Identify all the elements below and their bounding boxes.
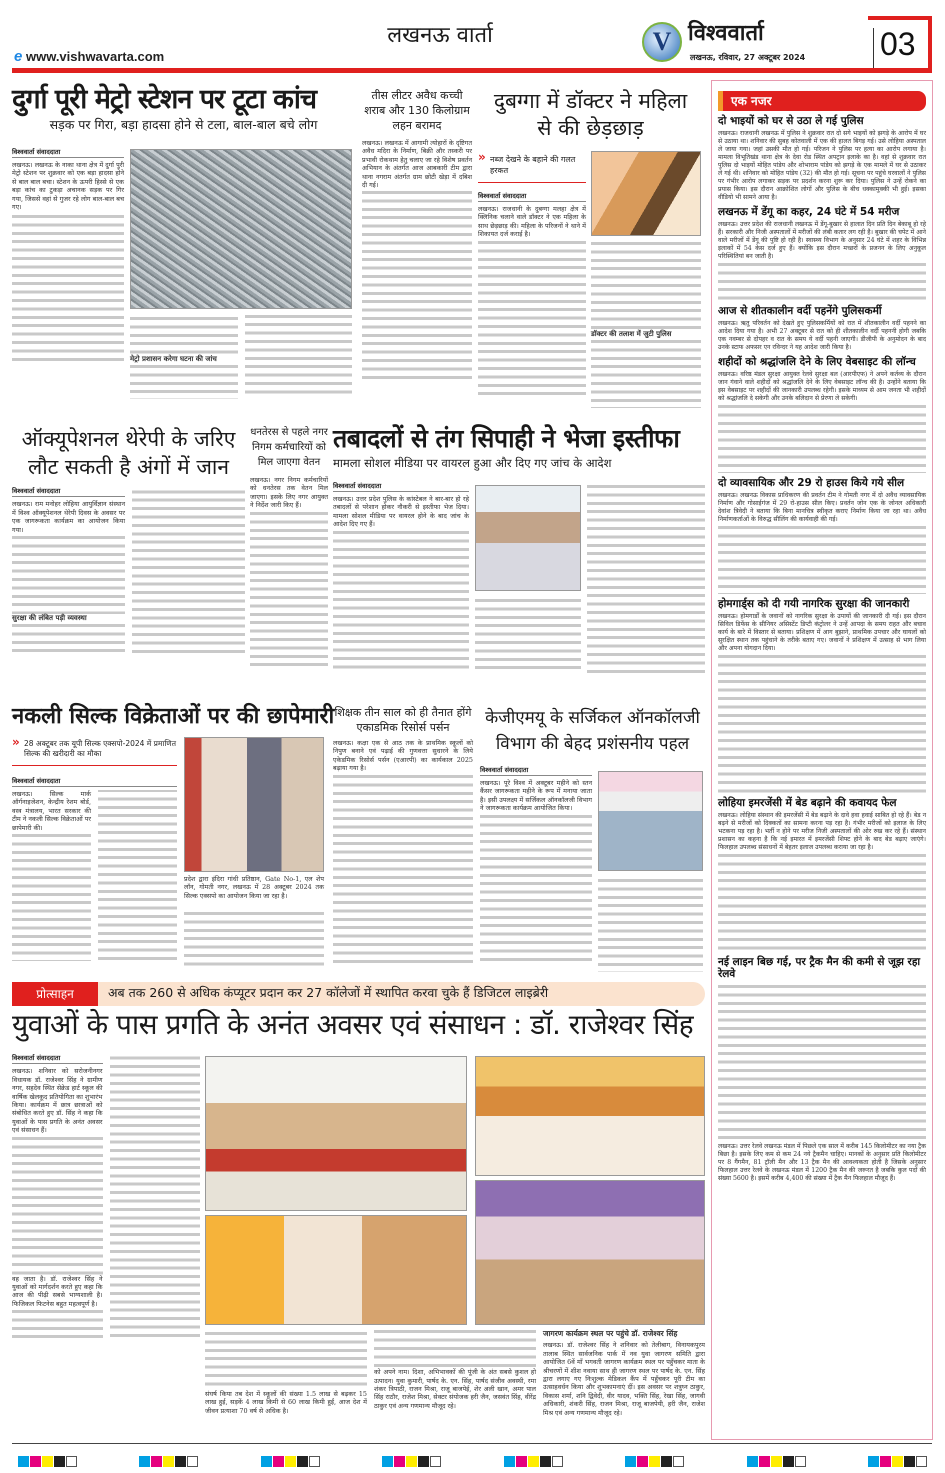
event-photo-1 [205, 1056, 467, 1211]
banner-strip [12, 982, 705, 1006]
headline: धनतेरस से पहले नगर निगम कर्मचारियों को मिल जाएगा वेतन [250, 427, 328, 468]
article-body: लखनऊ। लखनऊ में आगामी त्योहारों के दृष्टिगत अवैध मदिरा के निर्माण, बिक्री और तस्करी पर प्रभावी रोकथाम हेतु चलाए जा रहे विशेष प्रवर्तन अभियान के अंतर्गत आज आबकारी टीम द्वारा थाना नगराम अंतर्गत ग्राम छोटी खेड़ा में दबिश दी गई। [362, 139, 472, 190]
banner-text: अब तक 260 से अधिक कंप्यूटर प्रदान कर 27 कॉलेजों में स्थापित करवा चुके हैं डिजिटल लाइब्रेरी [108, 985, 549, 1000]
article-body-col6: ही जागरण स्थल पर पार्षद के. एन. सिंह द्वारा लगाए गए निःशुल्क मेडिकल कैंप में पहुँचकर पूरी टीम का उत्साहवर्धन किया और शुभकामनाएं दीं। इस अवसर पर शत्रुघ्न ठाकुर, विकास शर्मा, शनि द्विवेदी, वीर यादव, भक्ति सिंह, रेखा सिंह, जागवी अधिकारी, शंकरी सिंह, राजन मिश्रा, राजू बाजपेयी, हरी जैन, राजेश मिश्र एवं अन्य गणमान्य मौजूद रहे। [543, 1366, 705, 1417]
news-item: शहीदों को श्रद्धांजलि देने के लिए वेबसाइट की लॉन्च लखनऊ। वरिष्ठ मंडल सुरक्षा आयुक्त रेलवे सुरक्षा बल (आरपीएफ) ने अपने कर्तव्य के दौरान जान गंवाने वाले शहीदों को श्रद्धांजलि देने के लिए वेबसाइट लॉन्च की है। उन्होंने बताया कि इस वेबसाइट पर शहीदों की जानकारी उपलब्ध रहेगी। इसके माध्यम से आम जनता भी शहीदों को श्रद्धांजलि दे सकेगी और उनके बलिदान से प्रेरणा ले सकेगी। [718, 356, 926, 473]
news-item: लखनऊ में डेंगू का कहर, 24 घंटे में 54 मरीज लखनऊ। उत्तर प्रदेश की राजधानी लखनऊ में डेंगू-बुखार से हालात दिन प्रति दिन बेकाबू हो रहे हैं। सरकारी और निजी अस्पतालों में मरीजों की लंबी कतार लग रही है। बुखार की चपेट में आने वाले मरीजों में डेंगू की पुष्टि हो रही है। स्वास्थ्य विभाग के अनुसार 24 घंटे में शहर के विभिन्न इलाकों में 54 केस दर्ज हुए हैं। क्योंकि इस दौरान मच्छरों के प्रजनन के लिए अनुकूल परिस्थितियां बन जाती है। [718, 206, 926, 301]
headline: नकली सिल्क विक्रेताओं पर की छापेमारी [12, 704, 335, 729]
article-shikshak [333, 705, 473, 975]
registration-color-bars [18, 1452, 928, 1471]
headline: दुबग्गा में डॉक्टर ने महिला से की छेड़छाड़ [493, 89, 688, 140]
article-body: लखनऊ। नगर निगम कर्मचारियों को धनतेरस तक वेतन मिल जाएगा। इसके लिए नगर आयुक्त ने निर्देश जारी किए हैं। [250, 476, 328, 510]
event-photo-4 [475, 1180, 705, 1325]
dateline: लखनऊ, रविवार, 27 अक्टूबर 2024 [690, 53, 806, 62]
section-title: लखनऊ वार्ता [387, 23, 493, 48]
masthead [0, 0, 945, 72]
article-body-col5: जसवंत सिंह, वीरेंद्र ठाकुर एवं अन्य गणमान्य मौजूद रहे। [374, 1393, 536, 1410]
subhead-doctor: डॉक्टर की तलाश में जुटी पुलिस [591, 329, 672, 338]
article-body: लखनऊ। उत्तर प्रदेश पुलिस के कांस्टेबल ने बार-बार हो रहे तबादलों से परेशान होकर नौकरी से इस्तीफा भेज दिया। मामला सोशल मीडिया पर वायरल होने के बाद जांच के आदेश दिए गए हैं। [333, 495, 469, 529]
browser-e-icon: e [14, 48, 23, 65]
kicker: » नब्ज देखने के बहाने की गलत हरकत [478, 154, 586, 183]
subhead: सड़क पर गिरा, बड़ा हादसा होने से टला, बाल-बाल बचे लोग [49, 116, 318, 132]
bottom-rule [12, 1443, 932, 1444]
headline: युवाओं के पास प्रगति के अनंत अवसर एवं संसाधन : डॉ. राजेश्वर सिंह [12, 1008, 694, 1041]
byline: विश्ववार्ता संवाददाता [12, 1054, 103, 1064]
headline: शिक्षक तीन साल को ही तैनात होंगे एकाडमिक रिसोर्स पर्सन [334, 706, 472, 734]
news-item: लोहिया इमरजेंसी में बेड बढ़ाने की कवायद फेल लखनऊ। लोहिया संस्थान की इमरजेंसी में बेड बढ़ाने के दावे हवा हवाई साबित हो रहे हैं। बेड न बढ़ने से मरीजों को दिक्कतों का सामना करना पड़ रहा है। गंभीर मरीजों को इलाज के लिए भटकना पड़ रहा है। भर्ती न होने पर मरीज निजी अस्पतालों की ओर रुख कर रहे हैं। संस्थान प्रशासन का कहना है कि नई इमारत में इमरजेंसी शिफ्ट होने के बाद बेड बढ़ाए जाएंगे। फिलहाल उपलब्ध संसाधनों में बेहतर इलाज उपलब्ध कराया जा रहा है। [718, 797, 926, 952]
article-therapy [12, 425, 245, 700]
article-kgmu [480, 705, 705, 975]
headline: ऑक्यूपेशनल थेरेपी के जरिए लौट सकती है अंगों में जान [21, 427, 236, 479]
article-body: लखनऊ। कक्षा एक से आठ तक के प्राथमिक स्कूलों को निपुण बनाने एवं पढ़ाई की गुणवत्ता सुधारने के लिये एकेडमिक रिसोर्स पर्सन (एआरपी) का कार्यकाल 2025 बढ़ाया गया है। [333, 739, 473, 773]
kgmu-doctor-photo [598, 771, 703, 871]
byline: विश्ववार्ता संवाददाता [12, 487, 125, 497]
subhead-security: सुरक्षा की लंबित पड़ी व्यवस्था [12, 613, 87, 623]
headline: केजीएमयू के सर्जिकल ऑनकॉलजी विभाग की बेहद प्रशंसनीय पहल [485, 708, 700, 754]
headline: तीस लीटर अवैध कच्ची शराब और 130 किलोग्राम लहन बरामद [364, 89, 470, 132]
article-metro [12, 85, 355, 415]
subhead: मामला सोशल मीडिया पर वायरल हुआ और दिए गए जांच के आदेश [333, 455, 612, 470]
byline: विश्ववार्ता संवाददाता [333, 481, 469, 492]
event-photo-3 [205, 1215, 467, 1325]
article-body-col4: को अपने नाम। दिशा, अभिभावकों की पूंजी के अंत सबसे कुशल हो उत्पादन। युवा कुमारी, पार्षद के. एन. सिंह, पार्षद संजीव अवस्थी, रमा शंकर त्रिपाठी, राजन मिश्रा, राजू बाजपेई, शेर अली खान, अमर पाल सिंह राठौर, राजेश मिश्रा, सेक्टर संयोजक हरी जैन, [374, 1368, 536, 1402]
article-silk [12, 704, 335, 975]
website-link[interactable]: e www.vishwavarta.com [14, 48, 165, 65]
news-item: नई लाइन बिछ गई, पर ट्रैक मैन की कमी से जूझ रहा रेलवे लखनऊ। उत्तर रेलवे लखनऊ मंडल में पिछले एक साल में करीब 145 किलोमीटर का नया ट्रैक बिछा है। इसके लिए कम से कम 24 नये ट्रैकमैन चाहिए। मानकों के अनुसार प्रति किलोमीटर पर 8 गैंगमैन, 81 ट्रॉली मैन और 13 ट्रैक मैन की आवश्यकता होती है जिसके अनुसार फिलहाल उत्तर रेलवे के लखनऊ मंडल में 1200 ट्रैक मैन की जरूरत है जबकि कुल पदों की संख्या 5600 है। इसमें करीब 4,400 की संख्या में ट्रैक मैन फिलहाल मौजूद हैं। [718, 956, 926, 1182]
news-item: दो भाइयों को घर से उठा ले गई पुलिस लखनऊ। राजधानी लखनऊ में पुलिस ने शुक्रवार रात दो सगे भाइयों को झगड़े के आरोप में घर से उठाया था। शनिवार की सुबह कोतवाली में एक की हालत बिगड़ गई। उसे लोहिया अस्पताल ले जाया गया। जहां उसकी मौत हो गई। परिजन ने पुलिस पर हत्या का आरोप लगाया है। मामला विभूतिखंड थाना क्षेत्र के देवा रोड स्थित अपट्रान इलाके का है। वहां से शुक्रवार रात पुलिस दो भाइयों मोहित पांडेय और शोभाराम पांडेय को झगड़े के एक मामले में घर से उठाकर ले गई थी। शनिवार को मोहित पांडेय (32) की मौत हो गई। सूचना पर पहुंचे घरवालों ने पुलिस पर गंभीर आरोप लगाकर सड़क पर प्रदर्शन करना शुरू कर दिया। पुलिस ने उन्हें रोकने का प्रयास किया। इस दौरान आक्रोशित लोगों और पुलिस के बीच धक्कामुक्की भी हुई। इसका वीडियो भी सामने आया है। [718, 115, 926, 201]
page-number: 03 [880, 26, 916, 62]
metro-glass-photo [130, 149, 352, 309]
headline: दुर्गा पूरी मेट्रो स्टेशन पर टूटा कांच [12, 84, 316, 115]
news-item: दो व्यावसायिक और 29 रो हाउस किये गये सील लखनऊ। लखनऊ विकास प्राधिकरण की प्रवर्तन टीम ने गोमती नगर में दो अवैध व्यावसायिक निर्माण और गोसाईगंज में 29 रो-हाउस सील किए। प्रवर्तन जोन एक के जोनल अधिकारी देवांश त्रिवेदी ने बताया कि बिना मानचित्र स्वीकृत कराए निर्माण किया जा रहा था। अवैध निर्माणकर्ताओं के विरुद्ध सीलिंग की कार्यवाही की गई। [718, 477, 926, 594]
ek-nazar-column [711, 80, 933, 1440]
article-body-col2: वह जाता है। डॉ. राजेश्वर सिंह ने युवाओं को मार्गदर्शन करते हुए कहा कि आज की पीढ़ी सबसे भाग्यशाली है। फिजिकल फिटनेस बहुत महत्वपूर्ण है। [12, 1274, 103, 1308]
article-dubagga [478, 88, 703, 413]
byline: विश्ववार्ता संवाददाता [480, 765, 592, 776]
banner-label: प्रोत्साहन [12, 982, 98, 1006]
article-body-jagran: लखनऊ। डॉ. राजेश्वर सिंह ने शनिवार को तेलीबाग, विनायकपुरम तालाब स्थित सार्वजनिक पार्क में नव युवा जागरण समिति द्वारा आयोजित 6वें माँ भगवती जागरण कार्यक्रम स्थल पर पहुँचकर माता के श्रीचरणों में शीश नवाया साथ [543, 1341, 705, 1375]
article-body: लखनऊ। शनिवार को सरोजनीनगर विधायक डॉ. राजेश्वर सिंह ने ग्रामीण नगर, सहदेव स्थित सेक्रेड हार्ट स्कूल की वार्षिक खेलकूद प्रतियोगिता का शुभारंभ किया। कार्यक्रम में छात्र छात्राओं को संबोधित करते हुए डॉ. सिंह ने कहा कि युवाओं के पास प्रगति के अनंत अवसर एवं संसाधन हैं। [12, 1067, 103, 1135]
subhead-jagran: जागरण कार्यक्रम स्थल पर पहुंचे डॉ. राजेश्वर सिंह [543, 1329, 678, 1338]
silk-raid-photo [184, 737, 324, 872]
page-number-box [868, 16, 932, 72]
article-body: लखनऊ। सिल्क मार्क ऑर्गनाइजेशन, केन्द्रीय रेशम बोर्ड, वस्त्र मंत्रालय, भारत सरकार की टीम ने नकली सिल्क विक्रेताओं पर छापेमारी की। [12, 790, 91, 832]
masthead-rule [12, 68, 932, 73]
headline: तबादलों से तंग सिपाही ने भेजा इस्तीफा [333, 424, 680, 453]
brand-name: विश्ववार्ता [688, 21, 764, 46]
article-body: लखनऊ। पूरे विश्व में अक्टूबर महीने को स्तन कैंसर जागरूकता महीने के रूप में मनाया जाता है। इसी उपलक्ष्य में सर्जिकल ऑनकॉलजी विभाग ने जागरूकता कार्यक्रम आयोजित किया। [480, 779, 592, 813]
event-photo-2 [475, 1056, 705, 1176]
brand-logo: V [642, 22, 682, 62]
article-dhanteras [250, 425, 328, 700]
ek-nazar-header: एक नजर [718, 91, 926, 111]
article-body: लखनऊ। राम मनोहर लोहिया आयुर्विज्ञान संस्थान में विश्व ऑक्यूपेशनल थेरेपी दिवस के अवसर पर एक जागरूकता कार्यक्रम का आयोजन किया गया। [12, 500, 125, 534]
article-sipahi [333, 425, 705, 700]
byline: विश्ववार्ता संवाददाता [12, 147, 124, 158]
news-item: होमगार्ड्स को दी गयी नागरिक सुरक्षा की जानकारी लखनऊ। होमगार्डों के जवानों को नागरिक सुरक्षा के उपायों की जानकारी दी गई। इस दौरान सिविल डिफेंस के सीनियर असिस्टेंट डिप्टी कंट्रोलर ने उन्हें आपदा के समय राहत और बचाव कार्य के बारे में विस्तार से बताया। प्रशिक्षण में आग बुझाने, प्राथमिक उपचार और घायलों को सुरक्षित स्थान तक पहुंचाने के तरीके बताए गए। जवानों ने प्रशिक्षण में उत्साह से भाग लिया और अपना योगदान दिया। [718, 598, 926, 793]
harassment-illustration [591, 151, 701, 236]
byline: विश्ववार्ता संवाददाता [12, 776, 177, 787]
article-rajeshwar [12, 1010, 705, 1440]
article-body: लखनऊ। राजधानी के दुबग्गा मलहा क्षेत्र में क्लिनिक चलाने वाले डॉक्टर ने एक महिला के साथ छेड़छाड़ की। महिला के परिजनों ने थाने में शिकायत दर्ज कराई है। [478, 205, 586, 239]
news-item: आज से शीतकालीन वर्दी पहनेंगे पुलिसकर्मी लखनऊ। ऋतु परिवर्तन को देखते हुए पुलिसकर्मियों को रात में शीतकालीन वर्दी पहनने का आदेश दिया गया है। अभी 27 अक्टूबर से रात को ही शीतकालीन वर्दी पहननी होगी जबकि एक नवम्बर से दोपहर व रात के समय ये वर्दी पहनी जाएगी। डीजीपी के अनुमोदन के बाद उनके स्टाफ अफसर एन रविन्दर ने यह आदेश जारी किया है। [718, 305, 926, 351]
subhead-metro-probe: मेट्रो प्रशासन करेगा घटना की जांच [130, 354, 217, 363]
article-sharab [362, 88, 472, 413]
constable-photo [475, 485, 581, 591]
article-body-col3: संघर्ष किया तब देश में स्कूलों की संख्या 1.5 लाख से बढ़कर 15 लाख हुई, सड़कें 4 लाख किमी से 60 लाख किमी हुईं, आज देश में जीवन प्रत्याशा 70 वर्ष से अधिक है। [205, 1390, 367, 1415]
byline: विश्ववार्ता संवाददाता [478, 191, 586, 202]
article-body: लखनऊ। लखनऊ के नाका थाना क्षेत्र में दुर्गा पुरी मेट्रो स्टेशन पर शुक्रवार को एक बड़ा हादसा होने से बाल बाल बचा। स्टेशन के ऊपरी हिस्से से एक बड़ा कांच का टुकड़ा अचानक सड़क पर गिर गया, जिससे वहां से गुजर रहे लोग बाल-बाल बच गए। [12, 161, 124, 212]
photo-caption: प्रदेश द्वारा इंदिरा गांधी प्रतिष्ठान, Gate No-1, एल शेप लॉन, गोमती नगर, लखनऊ में 28 अक्टूबर 2024 तक सिल्क एक्सपो का आयोजन किया जा रहा है। [184, 875, 324, 900]
kicker: » 28 अक्टूबर तक यूपी सिल्क एक्सपो-2024 में प्रमाणित सिल्क की खरीदारी का मौका [12, 739, 177, 766]
